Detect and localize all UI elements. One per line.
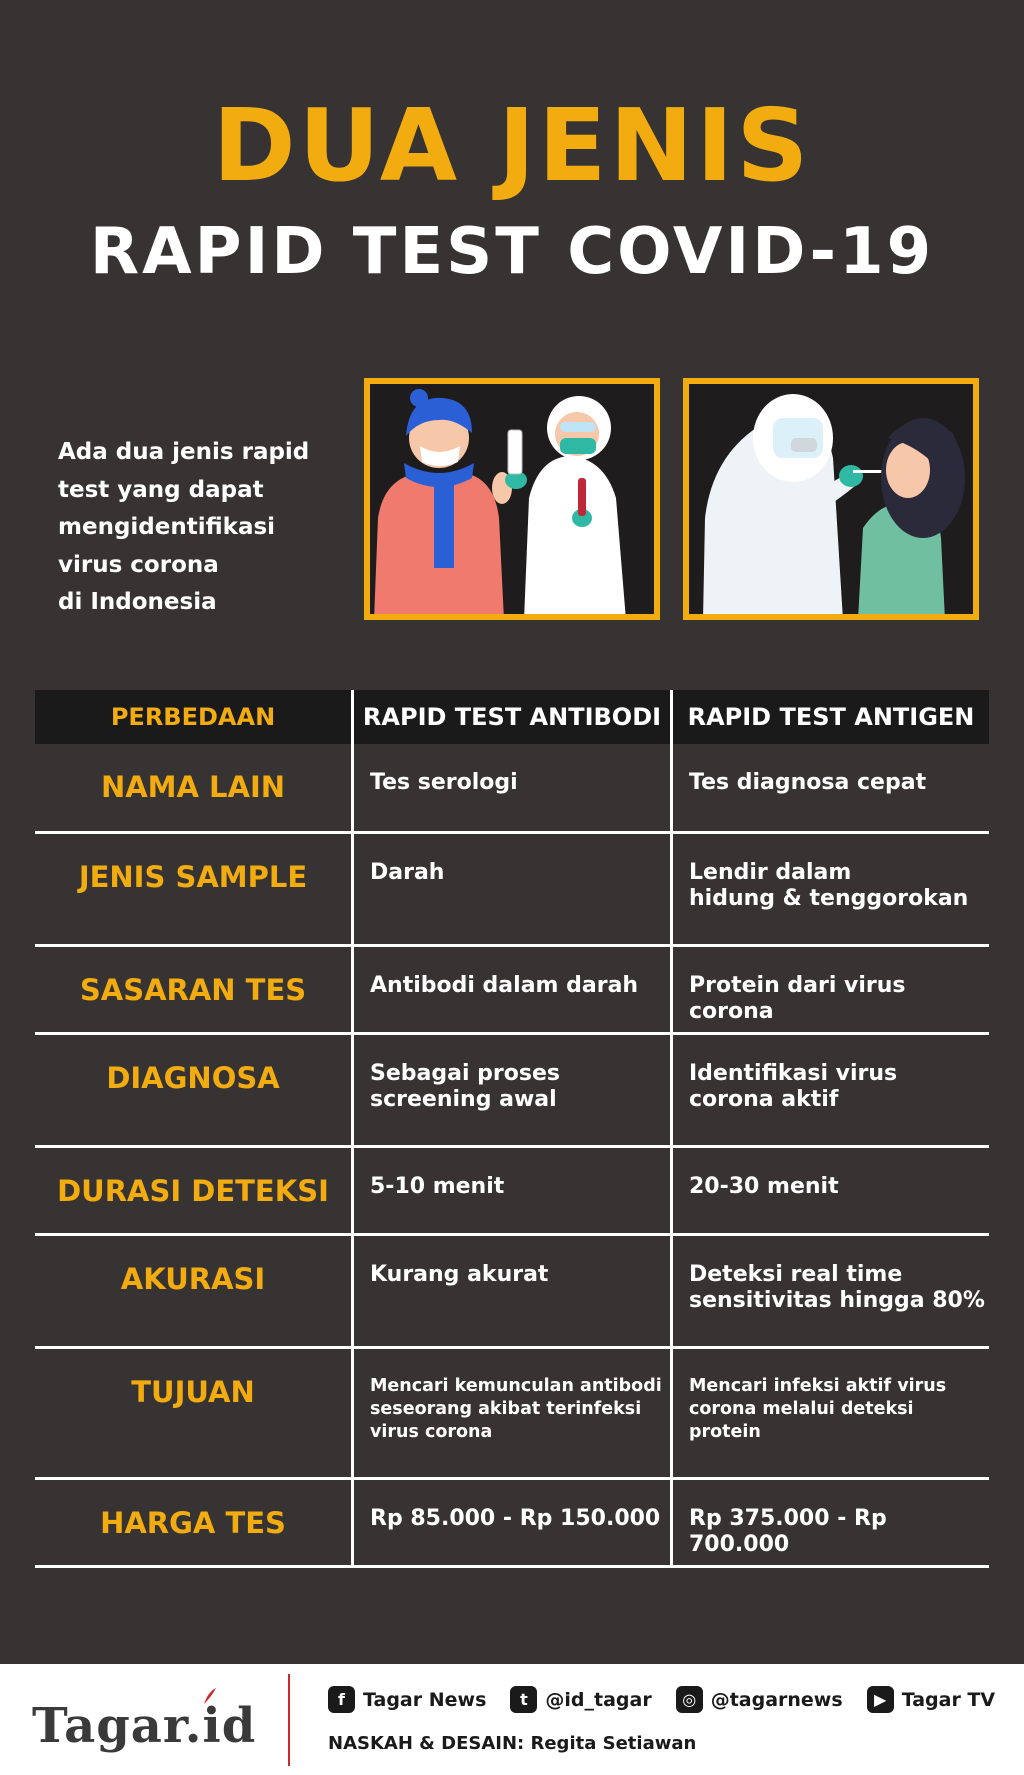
tagar-logo: Tagar.id bbox=[32, 1698, 257, 1754]
table-row bbox=[35, 947, 989, 1035]
header-antibodi: RAPID TEST ANTIBODI bbox=[351, 690, 670, 744]
table-header bbox=[35, 690, 989, 744]
table-row bbox=[35, 1480, 989, 1568]
page-title: DUA JENIS bbox=[212, 87, 812, 204]
table-row bbox=[35, 834, 989, 947]
social-label: Tagar News bbox=[363, 1688, 487, 1711]
row-label: TUJUAN bbox=[131, 1375, 255, 1409]
intro-line: Ada dua jenis rapid bbox=[58, 439, 310, 465]
cell-antigen: Lendir dalam hidung & tenggorokan bbox=[670, 834, 989, 944]
cell-antibodi: Antibodi dalam darah bbox=[351, 947, 670, 1032]
page-subtitle: RAPID TEST COVID-19 bbox=[89, 215, 935, 289]
cell-antibodi: Darah bbox=[351, 834, 670, 944]
intro-text bbox=[58, 434, 358, 622]
table-row bbox=[35, 1349, 989, 1480]
credit-text: NASKAH & DESAIN: Regita Setiawan bbox=[328, 1733, 697, 1754]
header-perbedaan: PERBEDAAN bbox=[35, 690, 351, 744]
cell-antibodi: 5-10 menit bbox=[351, 1148, 670, 1233]
intro-line: test yang dapat bbox=[58, 476, 264, 503]
twitter-icon: t bbox=[510, 1686, 537, 1713]
facebook-icon: f bbox=[328, 1686, 355, 1713]
intro-line: mengidentifikasi bbox=[58, 514, 276, 540]
intro-line: di Indonesia bbox=[58, 589, 217, 615]
social-instagram[interactable] bbox=[676, 1686, 843, 1713]
cell-antigen: Deteksi real time sensitivitas hingga 80% bbox=[670, 1236, 989, 1346]
row-label: DIAGNOSA bbox=[106, 1061, 280, 1095]
social-facebook[interactable] bbox=[328, 1686, 486, 1713]
cell-antigen: 20-30 menit bbox=[670, 1148, 989, 1233]
intro-line: virus corona bbox=[58, 551, 219, 578]
table-row bbox=[35, 1035, 989, 1148]
comparison-table bbox=[35, 690, 989, 1568]
row-label: SASARAN TES bbox=[79, 973, 307, 1007]
instagram-icon: ◎ bbox=[676, 1686, 703, 1713]
table-row bbox=[35, 1148, 989, 1236]
youtube-icon: ▶ bbox=[867, 1686, 894, 1713]
row-label: JENIS SAMPLE bbox=[78, 860, 308, 894]
social-links bbox=[328, 1686, 995, 1713]
cell-antigen: Mencari infeksi aktif virus corona melalui deteksi protein bbox=[670, 1349, 989, 1477]
cell-antigen: Rp 375.000 - Rp 700.000 bbox=[670, 1480, 989, 1565]
cell-antibodi: Sebagai proses screening awal bbox=[351, 1035, 670, 1145]
illustration-antibody-test bbox=[364, 378, 660, 620]
footer bbox=[0, 1664, 1024, 1775]
cell-antibodi: Mencari kemunculan antibodi seseorang akibat terinfeksi virus corona bbox=[351, 1349, 670, 1477]
social-youtube[interactable] bbox=[867, 1686, 995, 1713]
footer-divider bbox=[288, 1674, 290, 1766]
cell-antigen: Tes diagnosa cepat bbox=[670, 744, 989, 831]
row-label: DURASI DETEKSI bbox=[57, 1174, 329, 1208]
table-row bbox=[35, 1236, 989, 1349]
cell-antibodi: Kurang akurat bbox=[351, 1236, 670, 1346]
logo-mark-icon bbox=[202, 1686, 218, 1706]
row-label: AKURASI bbox=[120, 1262, 266, 1296]
social-twitter[interactable] bbox=[510, 1686, 651, 1713]
row-label: NAMA LAIN bbox=[100, 770, 286, 804]
cell-antigen: Identifikasi virus corona aktif bbox=[670, 1035, 989, 1145]
header-antigen: RAPID TEST ANTIGEN bbox=[670, 690, 989, 744]
social-label: @id_tagar bbox=[545, 1688, 652, 1711]
social-label: Tagar TV bbox=[901, 1688, 996, 1711]
row-label: HARGA TES bbox=[100, 1506, 286, 1540]
social-label: @tagarnews bbox=[710, 1688, 843, 1711]
table-row bbox=[35, 744, 989, 834]
cell-antigen: Protein dari virus corona bbox=[670, 947, 989, 1032]
cell-antibodi: Tes serologi bbox=[351, 744, 670, 831]
illustration-antigen-test bbox=[683, 378, 979, 620]
cell-antibodi: Rp 85.000 - Rp 150.000 bbox=[351, 1480, 670, 1565]
